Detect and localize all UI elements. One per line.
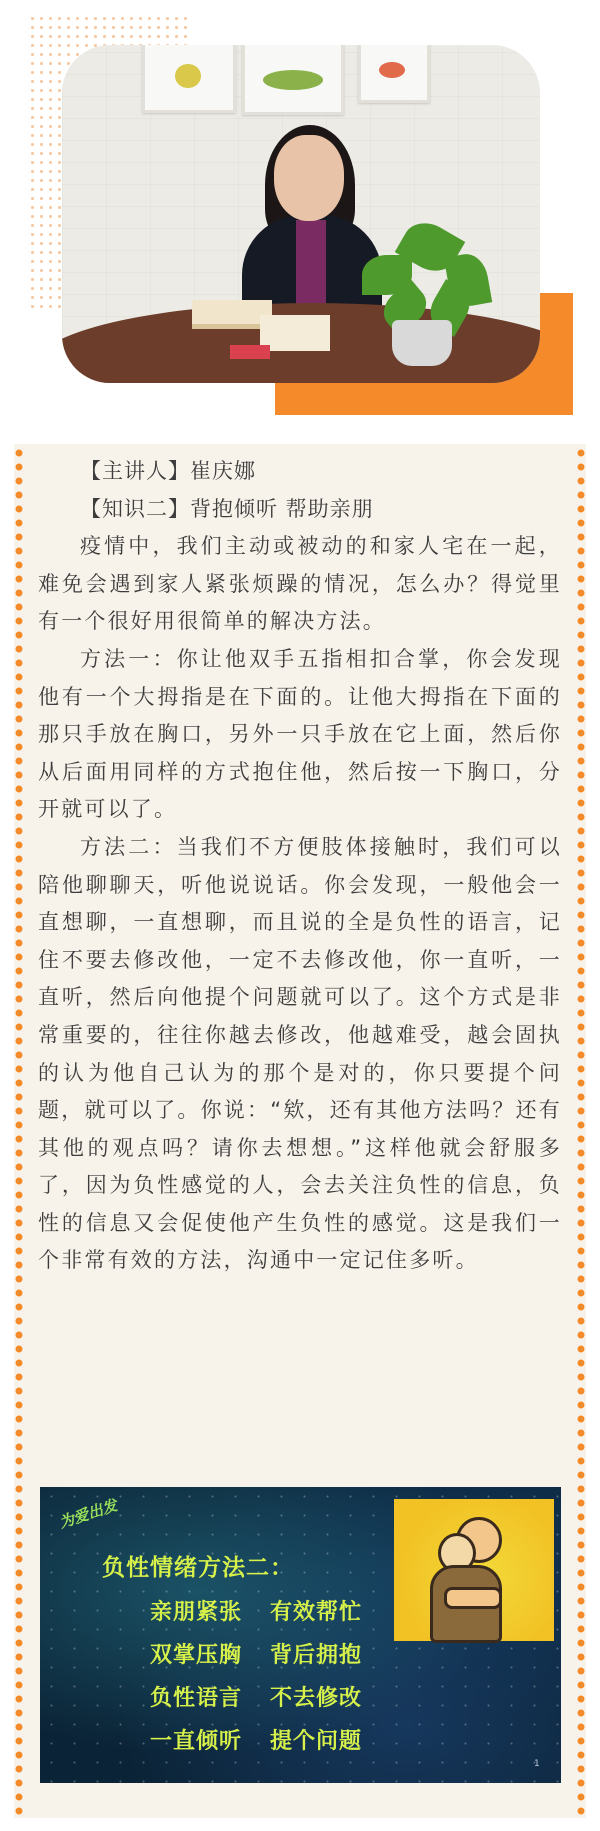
slide-title: 负性情绪方法二： <box>102 1555 294 1581</box>
wall-frame-left <box>142 45 236 113</box>
slide-line-left: 一直倾听 <box>150 1729 243 1754</box>
hug-illustration <box>394 1499 554 1641</box>
speaker-photo <box>62 45 540 383</box>
slide-line <box>150 1724 362 1755</box>
slide-line <box>150 1681 362 1712</box>
slide-line <box>150 1595 362 1626</box>
paragraph-method-two: 方法二：当我们不方便肢体接触时，我们可以陪他聊聊天，听他说说话。你会发现，一般他会一直想聊，一直想聊，而且说的全是负性的语言，记住不要去修改他，一定不去修改他，你一直听，一直听，然后向他提个问题就可以了。这个方式是非常重要的，往往你越去修改，他越难受，越会固执的认为他自己认为的那个是对的，你只要提个问题，就可以了。你说：“欸，还有其他方法吗？还有其他的观点吗？请你去想想。”这样他就会舒服多了，因为负性感觉的人，会去关注负性的信息，负性的信息又会促使他产生负性的感觉。这是我们一个非常有效的方法，沟通中一定记住多听。 <box>38 834 562 1273</box>
slide-line-right: 提个问题 <box>270 1729 363 1754</box>
slide-line-left: 亲朋紧张 <box>150 1600 243 1625</box>
dotted-border-left <box>14 446 24 1818</box>
slide-line-right: 背后拥抱 <box>270 1643 363 1668</box>
speaker-line: 【主讲人】崔庆娜 <box>80 459 256 483</box>
slide-line <box>150 1638 362 1669</box>
book-card <box>260 315 330 351</box>
plant-pot <box>392 320 452 366</box>
wall-frame-right <box>358 45 430 103</box>
summary-slide <box>40 1487 561 1783</box>
wall-frame-center <box>242 45 344 115</box>
slide-line-right: 不去修改 <box>270 1686 363 1711</box>
red-card <box>230 345 270 359</box>
paragraph-intro: 疫情中，我们主动或被动的和家人宅在一起，难免会遇到家人紧张烦躁的情况，怎么办？得觉里有一个很好用很简单的解决方法。 <box>38 534 562 634</box>
slide-page-number: 1 <box>534 1759 540 1769</box>
paragraph-method-one: 方法一：你让他双手五指相扣合掌，你会发现他有一个大拇指是在下面的。让他大拇指在下面的那只手放在胸口，另外一只手放在它上面，然后你从后面用同样的方式抱住他，然后按一下胸口，分开就可以了。 <box>38 646 562 822</box>
dotted-border-right <box>576 446 586 1818</box>
figure-arms <box>444 1587 502 1609</box>
slide-line-left: 负性语言 <box>150 1686 243 1711</box>
person-shirt <box>296 220 326 310</box>
topic-line: 【知识二】背抱倾听 帮助亲朋 <box>80 496 374 521</box>
slide-line-right: 有效帮忙 <box>270 1600 363 1625</box>
article-text <box>38 453 562 1280</box>
person-face <box>274 135 344 221</box>
slide-badge: 为爱出发 <box>56 1496 120 1532</box>
slide-line-left: 双掌压胸 <box>150 1643 243 1668</box>
